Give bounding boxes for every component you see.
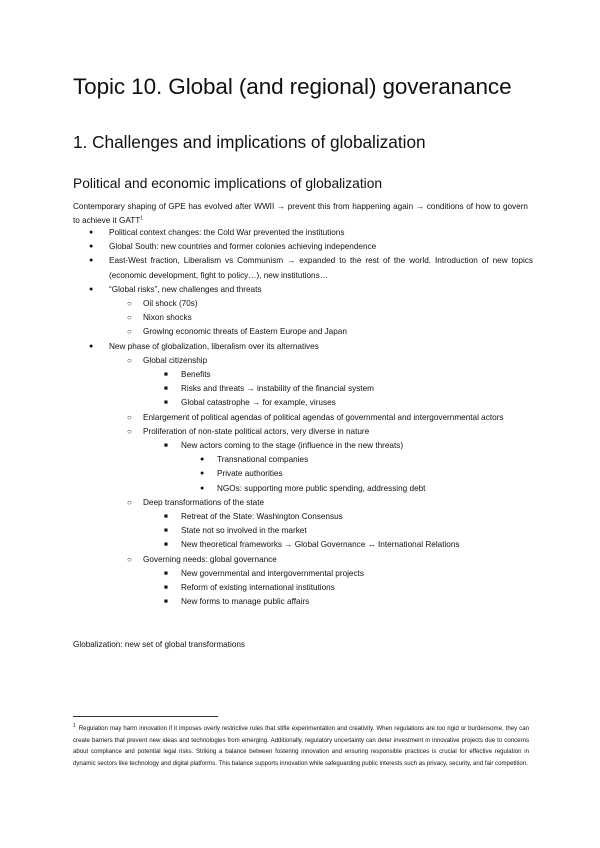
outline-list (73, 226, 533, 609)
list-item: ● New phase of globalization, liberalism over its alternatives (73, 340, 533, 354)
circle-bullet-icon: ○ (127, 412, 132, 422)
circle-bullet-icon: ○ (127, 313, 132, 323)
intro-text: Contemporary shaping of GPE has evolved after WWII → prevent this from happening again → conditions of how to govern to achieve it GATT (73, 202, 528, 226)
closing-line: Globalization: new set of global transformations (73, 640, 246, 649)
square-bullet-icon: ■ (164, 569, 168, 577)
square-bullet-icon: ■ (164, 584, 168, 592)
circle-bullet-icon: ○ (127, 299, 132, 309)
list-item: ● East-West fraction, Liberalism vs Communism → expanded to the rest of the world. Introduction of new topics (economic development, fight to policy…), new institutions… (89, 256, 533, 280)
square-bullet-icon: ■ (164, 527, 168, 535)
footnote-reference[interactable]: 1 (140, 215, 143, 222)
list-item: ■ Retreat of the State: Washington Consensus (73, 510, 533, 524)
list-item: ● Transnational companies (73, 453, 533, 467)
circle-bullet-icon: ○ (127, 497, 132, 507)
square-bullet-icon: ■ (164, 371, 168, 379)
bullet-icon: ● (89, 342, 94, 350)
list-item: ● Private authorities (73, 467, 533, 481)
list-item: ● Political context changes: the Cold War prevented the institutions (73, 226, 533, 240)
list-item: ■ New actors coming to the stage (influence in the new threats) (73, 439, 533, 453)
circle-bullet-icon: ○ (127, 554, 132, 564)
list-item: ○ Enlargement of political agendas of political agendas of governmental and intergovernmental actors (73, 411, 533, 425)
square-bullet-icon: ■ (164, 399, 168, 407)
list-item: ● Global South: new countries and former colonies achieving independence (73, 240, 533, 254)
bullet-icon: ● (89, 243, 94, 251)
circle-bullet-icon: ○ (127, 426, 132, 436)
circle-bullet-icon: ○ (127, 327, 132, 337)
bullet-icon: ● (89, 257, 94, 265)
list-item: ■ State not so involved in the market (73, 524, 533, 538)
list-item: ■ New theoretical frameworks → Global Governance ↔ International Relations (73, 538, 533, 552)
square-bullet-icon: ■ (164, 385, 168, 393)
list-item: ● NGOs: supporting more public spending, addressing debt (73, 482, 533, 496)
circle-bullet-icon: ○ (127, 355, 132, 365)
list-item: ■ Reform of existing international institutions (73, 581, 533, 595)
list-item: ○ Nixon shocks (73, 311, 533, 325)
list-item: ● “Global risks”, new challenges and threats (73, 283, 533, 297)
list-item: ○ Global citizenship (73, 354, 533, 368)
list-item: ■ Benefits (73, 368, 533, 382)
square-bullet-icon: ■ (164, 598, 168, 606)
subsection-heading: Political and economic implications of globalization (73, 176, 383, 191)
footnote-marker: 1 (73, 722, 76, 729)
list-item: ■ Global catastrophe → for example, viruses (73, 396, 533, 410)
bullet-icon: ● (200, 456, 205, 464)
square-bullet-icon: ■ (164, 442, 168, 450)
footnote-text: Regulation may harm innovation if it imposes overly restrictive rules that stifle experimentation and creativity. When regulations are too rigid or burdensome, they can create barriers that prevent new ideas and technologies from emerging. Additionally, regulatory uncertainty can deter investment in innovative projects due to concerns about compliance and potential legal risks. Striking a balance between fostering innovation and ensuring responsible practices is crucial for effective regulation in dynamic sectors like technology and digital platforms. This balance supports innovation while safeguarding public interests such as privacy, security, and fair competition. (73, 725, 529, 767)
section-heading: 1. Challenges and implications of globalization (73, 132, 426, 152)
page-title: Topic 10. Global (and regional) goveranance (73, 74, 512, 99)
list-item: ○ Deep transformations of the state (73, 496, 533, 510)
list-item: ■ Risks and threats → instability of the financial system (73, 382, 533, 396)
footnote-divider (73, 716, 218, 717)
bullet-icon: ● (200, 484, 205, 492)
intro-paragraph (73, 200, 528, 228)
bullet-icon: ● (200, 470, 205, 478)
bullet-icon: ● (89, 229, 94, 236)
list-item: ■ New forms to manage public affairs (73, 595, 533, 609)
square-bullet-icon: ■ (164, 513, 168, 521)
list-item: ○ Proliferation of non-state political actors, very diverse in nature (73, 425, 533, 439)
list-item: ○ Growing economic threats of Eastern Europe and Japan (73, 325, 533, 339)
bullet-icon: ● (89, 285, 94, 293)
square-bullet-icon: ■ (164, 541, 168, 549)
list-item: ○ Oil shock (70s) (73, 297, 533, 311)
list-item: ○ Governing needs: global governance (73, 553, 533, 567)
list-item: ■ New governmental and intergovernmental projects (73, 567, 533, 581)
footnote (73, 723, 529, 769)
